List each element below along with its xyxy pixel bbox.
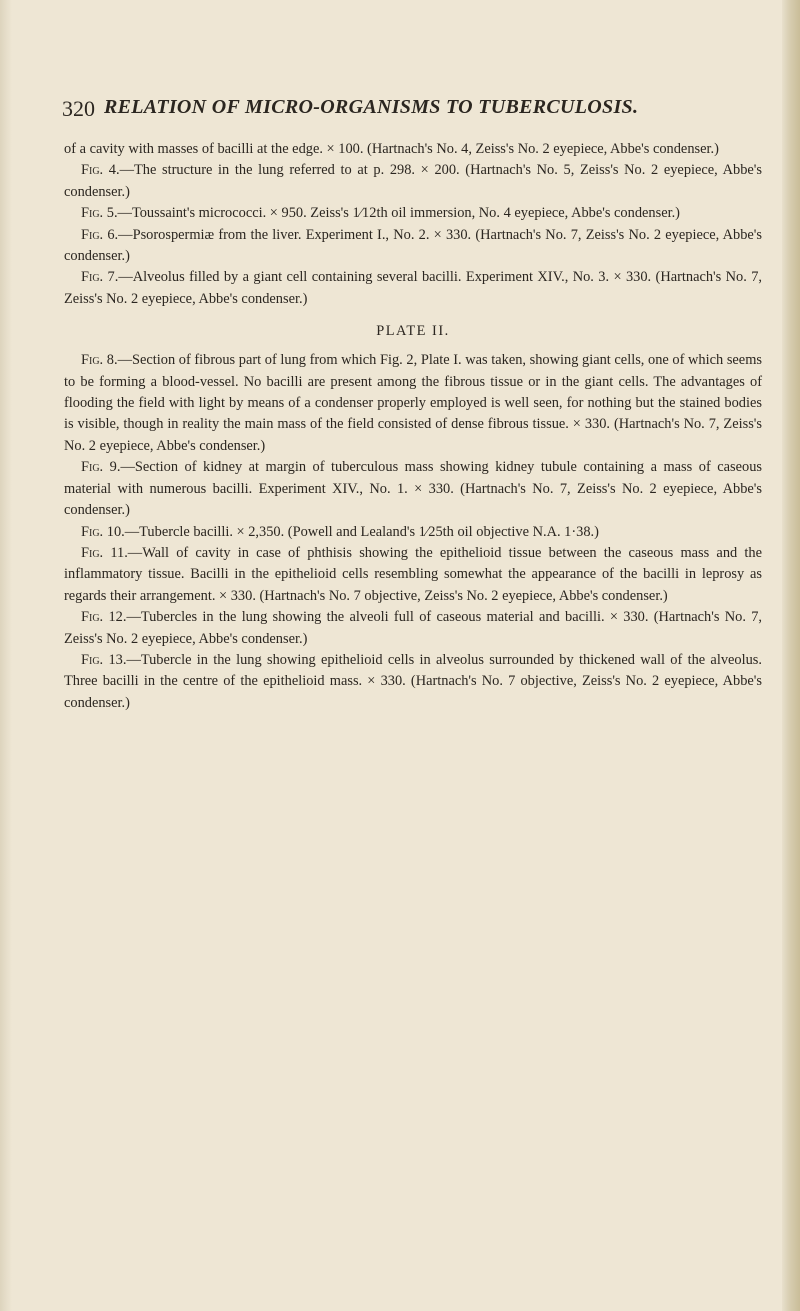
page-body bbox=[64, 139, 762, 714]
continuation-paragraph: of a cavity with masses of bacilli at the edge. × 100. (Hartnach's No. 4, Zeiss's No. 2 eyepiece, Abbe's condenser.) bbox=[64, 141, 719, 157]
figure-caption bbox=[64, 350, 762, 457]
page-number: 320 bbox=[62, 96, 95, 121]
figure-text: —Alveolus filled by a giant cell containing several bacilli. Experiment XIV., No. 3. × 330. (Hartnach's No. 7, Zeiss's No. 2 eyepiece, Abbe's condenser.) bbox=[64, 269, 762, 307]
figure-text: —Toussaint's micrococci. × 950. Zeiss's 1⁄12th oil immersion, No. 4 eyepiece, Abbe's condenser.) bbox=[117, 205, 680, 222]
plate1-figure-list bbox=[64, 160, 762, 310]
page-header bbox=[62, 96, 762, 124]
figure-label: Fig. 4. bbox=[81, 162, 120, 179]
figure-text: —Tubercles in the lung showing the alveoli full of caseous material and bacilli. × 330. (Hartnach's No. 7, Zeiss's No. 2 eyepiece, Abbe's condenser.) bbox=[64, 609, 762, 647]
page-edge-right bbox=[782, 0, 800, 1311]
figure-text: —Section of fibrous part of lung from which Fig. 2, Plate I. was taken, showing giant cells, one of which seems to be forming a blood-vessel. No bacilli are present among the fibrous tissue or in the giant cells. The advantages of flooding the field with light by means of a condenser properly employed is well seen, for nothing but the stained bodies is visible, though in reality the main mass of the field consisted of dense fibrous tissue. × 330. (Hartnach's No. 7, Zeiss's No. 2 eyepiece, Abbe's condenser.) bbox=[64, 352, 762, 454]
figure-text: —Tubercle bacilli. × 2,350. (Powell and Lealand's 1⁄25th oil objective N.A. 1·38.) bbox=[124, 523, 599, 540]
figure-caption bbox=[64, 203, 762, 224]
figure-text: —Section of kidney at margin of tuberculous mass showing kidney tubule containing a mass of caseous material with numerous bacilli. Experiment XIV., No. 1. × 330. (Hartnach's No. 7, Zeiss's No. 2 eyepiece, Abbe's condenser.) bbox=[64, 459, 762, 519]
running-title: RELATION OF MICRO-ORGANISMS TO TUBERCULOSIS. bbox=[104, 96, 639, 118]
figure-caption bbox=[64, 457, 762, 521]
figure-caption bbox=[64, 522, 762, 543]
page-edge-left bbox=[0, 0, 12, 1311]
figure-caption bbox=[64, 160, 762, 203]
figure-caption bbox=[64, 650, 762, 714]
figure-label: Fig. 6. bbox=[81, 226, 119, 243]
plate-heading: PLATE II. bbox=[376, 323, 450, 340]
figure-text: —Wall of cavity in case of phthisis showing the epithelioid tissue between the caseous mass and the inflammatory tissue. Bacilli in the epithelioid cells resembling somewhat the appearance of the bacilli in leprosy as regards their arrangement. × 330. (Hartnach's No. 7 objective, Zeiss's No. 2 eyepiece, Abbe's condenser.) bbox=[64, 544, 762, 604]
figure-text: —The structure in the lung referred to at p. 298. × 200. (Hartnach's No. 5, Zeiss's No. 2 eyepiece, Abbe's condenser.) bbox=[64, 162, 762, 200]
figure-label: Fig. 13. bbox=[81, 651, 127, 668]
plate2-figure-list bbox=[64, 350, 762, 714]
figure-label: Fig. 7. bbox=[81, 269, 119, 286]
figure-label: Fig. 8. bbox=[81, 352, 118, 369]
figure-label: Fig. 12. bbox=[81, 609, 127, 626]
figure-label: Fig. 10. bbox=[81, 523, 125, 540]
figure-label: Fig. 11. bbox=[81, 544, 128, 561]
figure-label: Fig. 9. bbox=[81, 459, 121, 476]
figure-text: —Psorospermiæ from the liver. Experiment I., No. 2. × 330. (Hartnach's No. 7, Zeiss's No. 2 eyepiece, Abbe's condenser.) bbox=[64, 226, 763, 265]
figure-caption bbox=[64, 267, 762, 310]
figure-caption bbox=[64, 225, 762, 268]
figure-text: —Tubercle in the lung showing epithelioid cells in alveolus surrounded by thickened wall of the alveolus. Three bacilli in the centre of the epithelioid mass. × 330. (Hartnach's No. 7 objective, Zeiss's No. 2 eyepiece, Abbe's condenser.) bbox=[64, 651, 762, 711]
figure-caption bbox=[64, 543, 762, 607]
figure-label: Fig. 5. bbox=[81, 205, 118, 222]
figure-caption bbox=[64, 607, 762, 650]
